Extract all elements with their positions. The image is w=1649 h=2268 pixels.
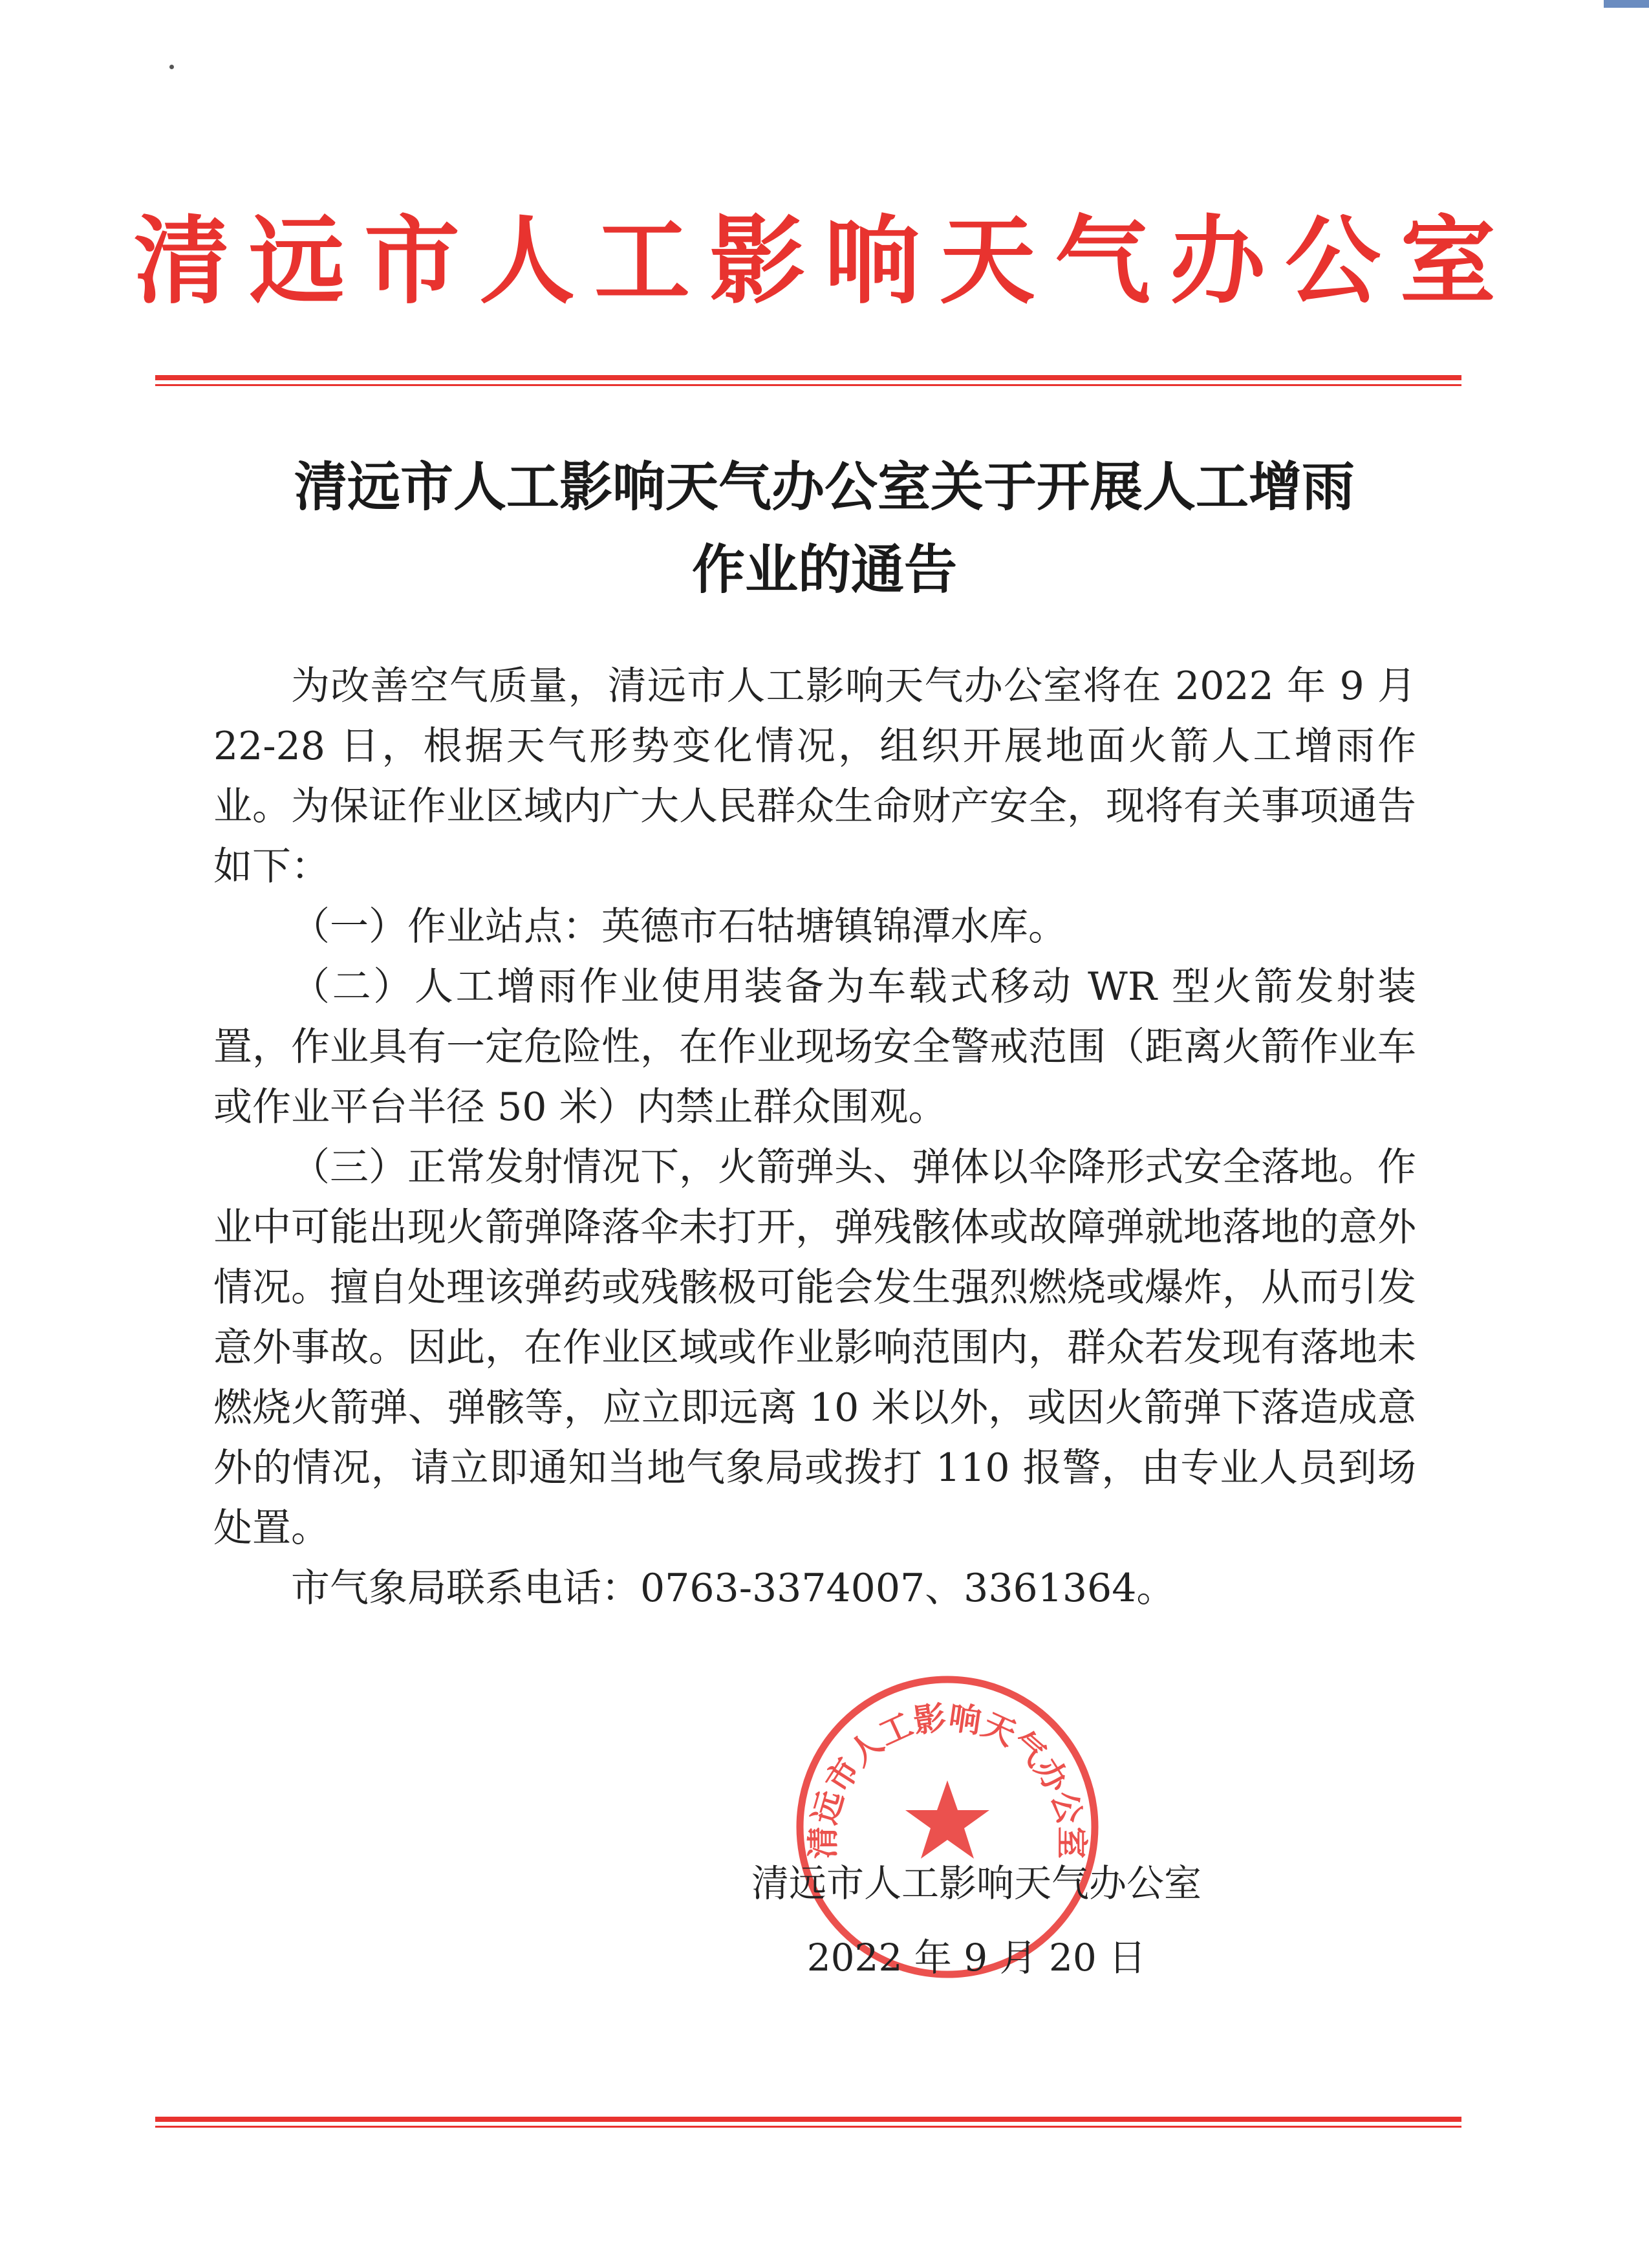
seal-arc-text: 清远市人工影响天气办公室 (804, 1698, 1091, 1859)
notice-title-line-2: 作业的通告 (691, 539, 957, 601)
red-rule-thick (155, 375, 1461, 380)
signature-organization: 清远市人工影响天气办公室 (751, 1861, 1202, 1905)
red-rule-thick (155, 2117, 1461, 2122)
red-rule-thin (155, 384, 1461, 386)
signature-date: 2022 年 9 月 20 日 (806, 1936, 1147, 1980)
body-paragraph-item-3: （三）正常发射情况下，火箭弹头、弹体以伞降形式安全落地。作业中可能出现火箭弹降落伞未打开，弹残骸体或故障弹就地落地的意外情况。擅自处理该弹药或残骸极可能会发生强烈燃烧或爆炸，从而引发意外事故。因此，在作业区域或作业影响范围内，群众若发现有落地未燃烧火箭弹、弹骸等，应立即远离 10 米以外，或因火箭弹下落造成意外的情况，请立即通知当地气象局或拨打 110 报警，由专业人员到场处置。 (213, 1145, 1416, 1551)
body-paragraph-item-1: （一）作业站点：英德市石牯塘镇锦潭水库。 (291, 904, 1067, 949)
body-paragraph-item-2: （二）人工增雨作业使用装备为车载式移动 WR 型火箭发射装置，作业具有一定危险性，在作业现场安全警戒范围（距离火箭作业车或作业平台半径 50 米）内禁止群众围观。 (213, 964, 1416, 1130)
scan-speck (169, 65, 174, 69)
body-paragraph-contact: 市气象局联系电话：0763-3374007、3361364。 (291, 1566, 1176, 1611)
footer-red-rule (155, 2117, 1461, 2124)
masthead-title: 清远市人工影响天气办公室 (134, 206, 1515, 317)
notice-body (213, 656, 1416, 1619)
body-paragraph-intro: 为改善空气质量，清远市人工影响天气办公室将在 2022 年 9 月 22-28 日，根据天气形势变化情况，组织开展地面火箭人工增雨作业。为保证作业区域内广大人民群众生命财产安全，现将有关事项通告如下： (213, 664, 1416, 889)
notice-title-line-1: 清远市人工影响天气办公室关于开展人工增雨 (294, 457, 1355, 518)
notice-title (194, 446, 1455, 612)
signature-block (698, 1846, 1255, 1995)
scan-corner-mark (1604, 0, 1649, 8)
red-rule-thin (155, 2126, 1461, 2128)
masthead-red-rule (155, 375, 1461, 383)
